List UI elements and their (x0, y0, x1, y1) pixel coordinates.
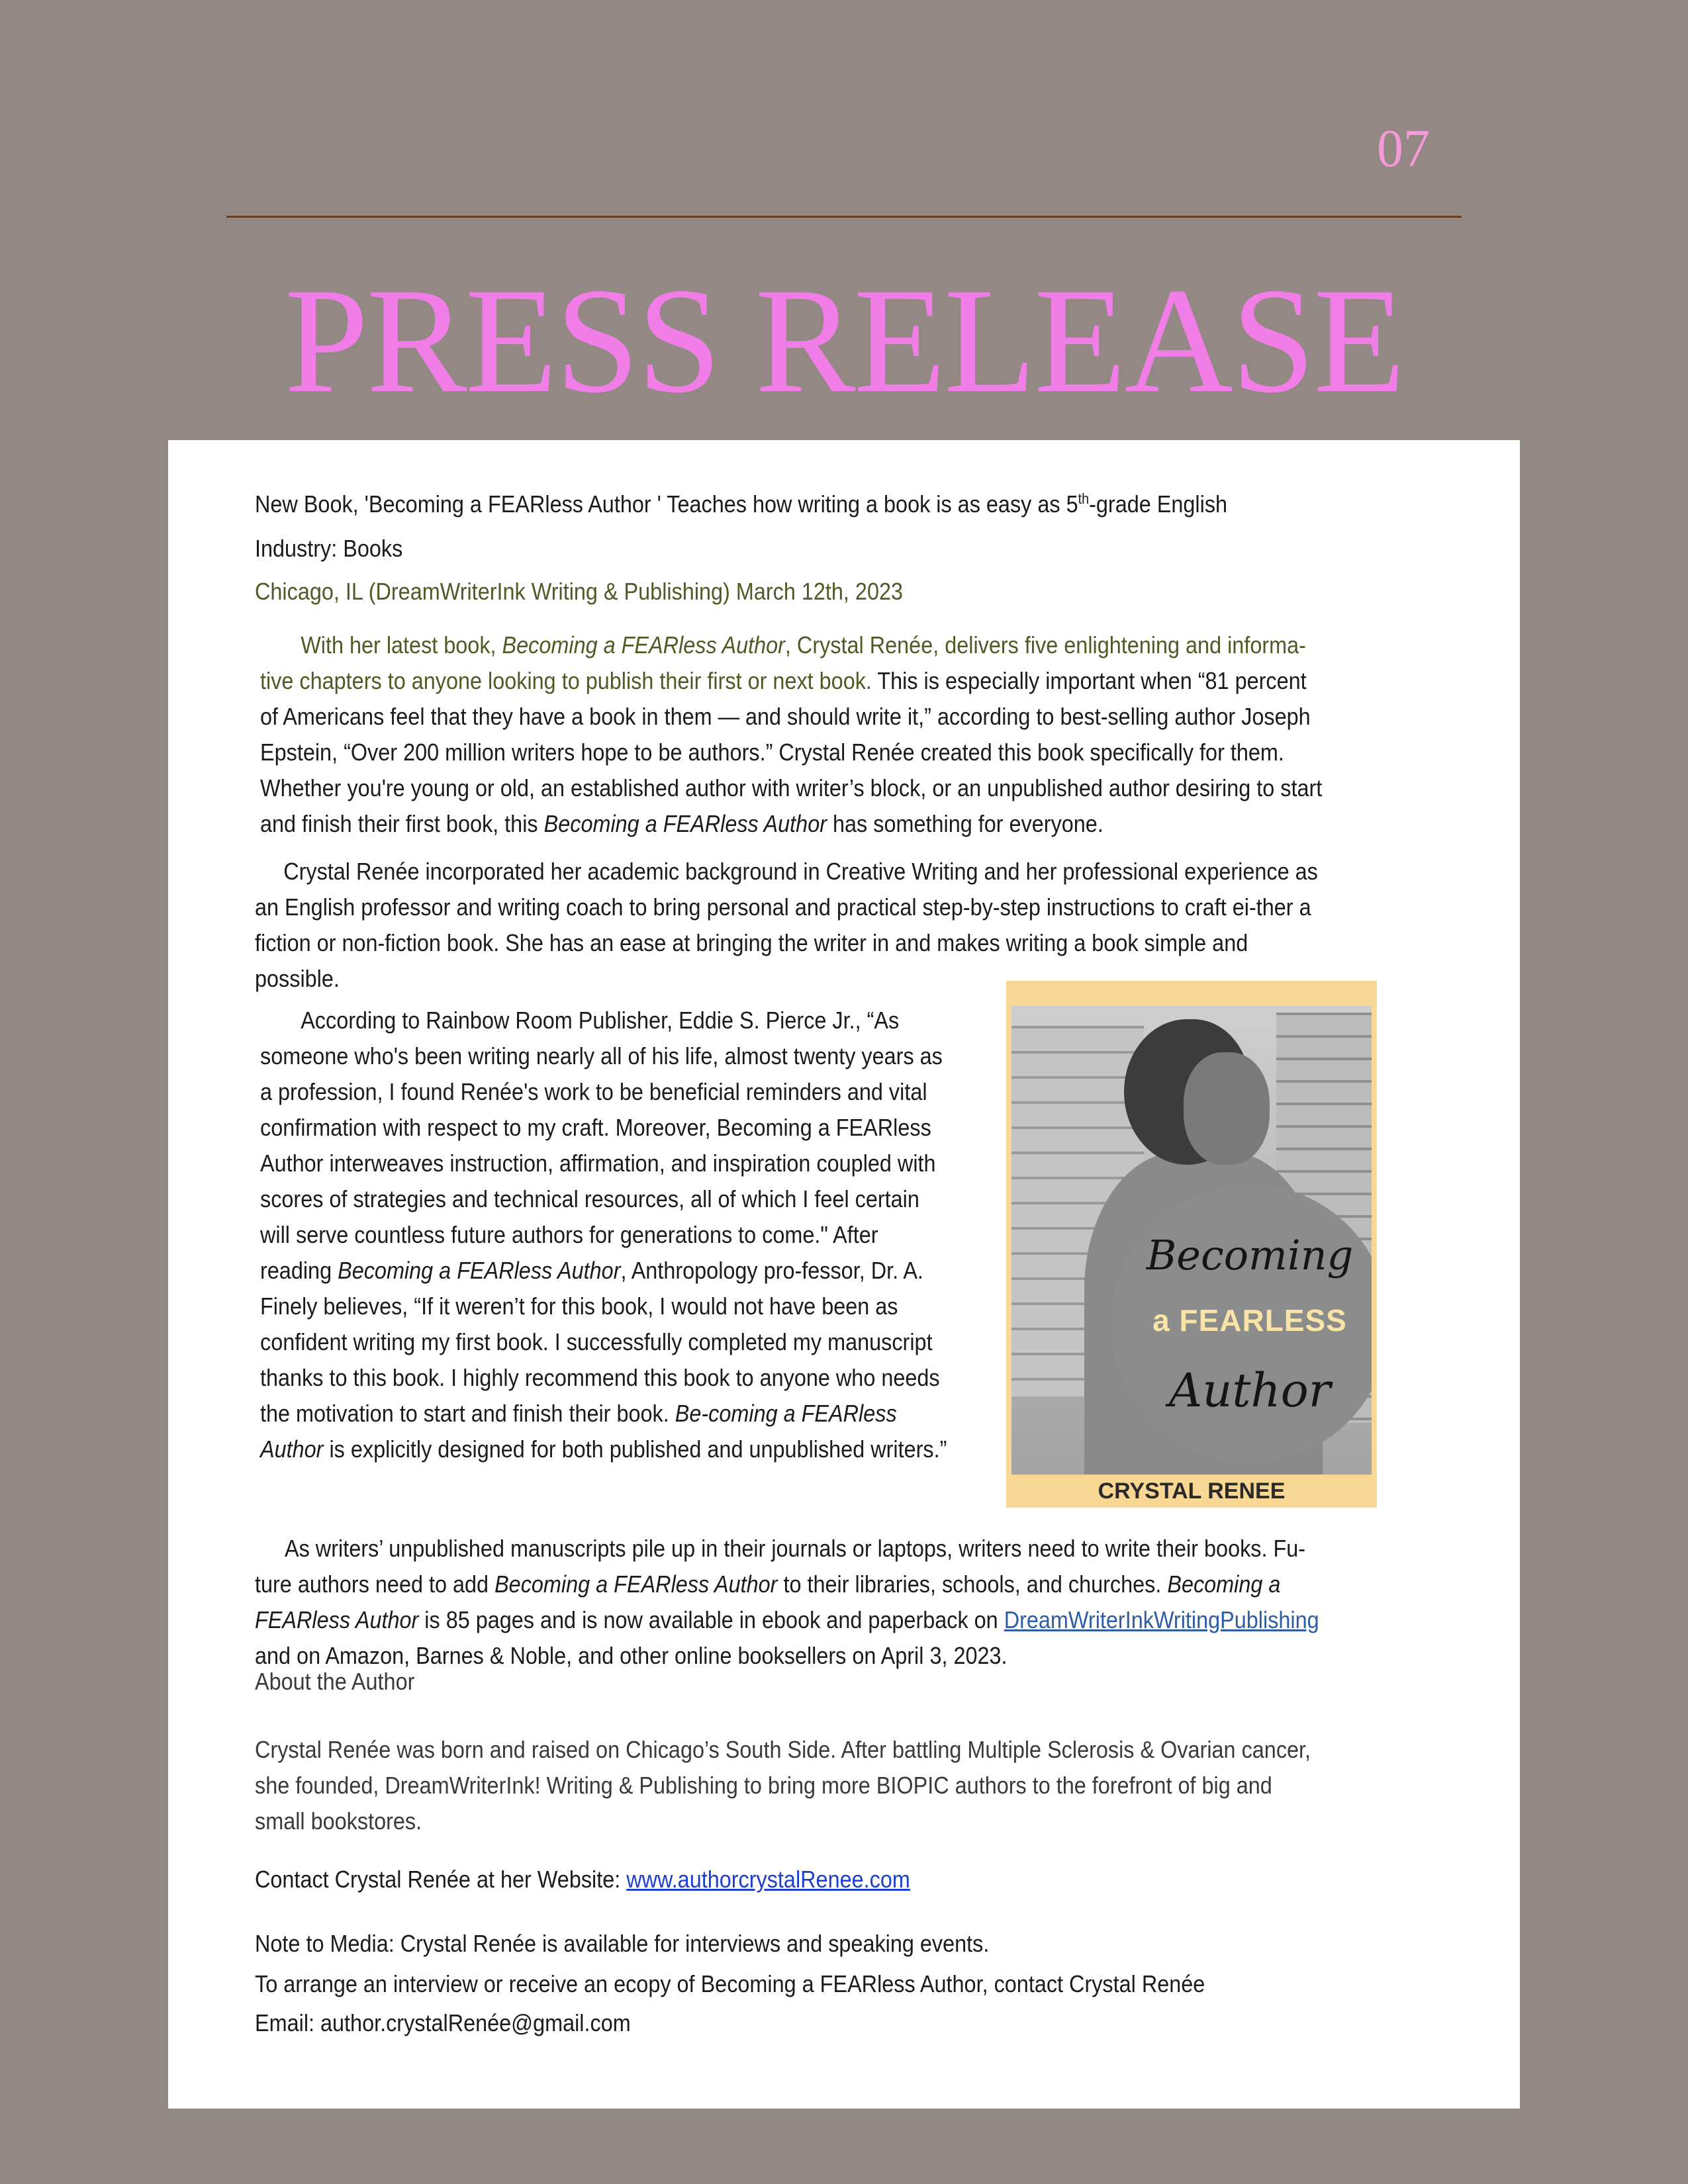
cover-photo (1011, 1006, 1372, 1475)
page-number: 07 (1377, 120, 1430, 178)
paragraph-4 (255, 1531, 1321, 1674)
headline-text-end: -grade English (1089, 490, 1228, 518)
paragraph-3 (260, 1003, 949, 1467)
about-text: Crystal Renée was born and raised on Chicago’s South Side. After battling Multiple Sclerosis & Ovarian cancer, she founded, DreamWriterInk! Writing & Publishing to bring more BIOPIC authors to the forefront of big and small bookstores. (255, 1736, 1311, 1835)
p1-book-title: Becoming a FEARless Author (502, 631, 785, 659)
cover-title-circle (1111, 1185, 1372, 1463)
p3-book-title-2: Be-coming a FEARless Author (260, 1400, 897, 1463)
dateline: Chicago, IL (DreamWriterInk Writing & Publishing) March 12th, 2023 (255, 578, 904, 605)
headline-text: New Book, 'Becoming a FEARless Author ' Teaches how writing a book is as easy as 5 (255, 490, 1078, 518)
p4-text-c: to their libraries, schools, and churches. (777, 1570, 1168, 1598)
contact-line (255, 1862, 1321, 1897)
contact-label: Contact Crystal Renée at her Website: (255, 1866, 627, 1893)
p2-text: Crystal Renée incorporated her academic background in Creative Writing and her professional experience as an English professor and writing coach to bring personal and practical step-by-step instructions to craft ei-ther a fiction or non-fiction book. She has an ease at bringing the writer in and makes writing a book simple and possible. (255, 858, 1318, 992)
header-divider (226, 216, 1462, 218)
arrange-interview-line: To arrange an interview or receive an ecopy of Becoming a FEARless Author, contact Crystal Renée (255, 1970, 1205, 1997)
cover-author-name: CRYSTAL RENEE (1098, 1479, 1286, 1504)
industry-line: Industry: Books (255, 535, 403, 562)
p1-text-a: With her latest book, (301, 631, 502, 659)
website-link[interactable]: www.authorcrystalRenee.com (626, 1866, 910, 1893)
note-to-media: Note to Media: Crystal Renée is available for interviews and speaking events. (255, 1930, 990, 1957)
cover-script-title-top: Becoming (1146, 1231, 1354, 1279)
cover-person-face (1184, 1052, 1270, 1165)
p4-text-a: As writers’ unpublished manuscripts pile up in their journals or laptops, writers need to write their books. Fu-ture authors need to add (255, 1535, 1306, 1598)
p1-text-d: This is especially important when “81 percent of Americans feel that they have a book in them — and should write it,” according to best-selling author Joseph Epstein, “Over 200 million writers hope to be authors.” Crystal Renée created this book specifically for them. Whether you're young or old, an established author with writer’s block, or an unpublished author desiring to start and finish their first book, this (260, 667, 1323, 837)
publisher-link[interactable]: DreamWriterInkWritingPublishing (1004, 1606, 1319, 1633)
paragraph-2 (255, 854, 1321, 997)
cover-title-middle: a FEARLESS (1152, 1303, 1347, 1338)
p3-text-a: According to Rainbow Room Publisher, Eddie S. Pierce Jr., “As someone who's been writing nearly all of his life, almost twenty years as a profession, I found Renée's work to be beneficial reminders and vital confirmation with respect to my craft. Moreover, Becoming a FEARless Author interweaves instruction, affirmation, and inspiration coupled with scores of strategies and technical resources, all of which I feel certain will serve countless future authors for generations to come." After reading (260, 1007, 943, 1284)
p1-text-c: , Crystal Renée, delivers five enlightening and informa-tive chapters to anyone looking to publish their first or next book. (260, 631, 1306, 694)
headline-superscript: th (1078, 490, 1090, 507)
headline (255, 486, 1321, 522)
contact-email: Email: author.crystalRenée@gmail.com (255, 2009, 631, 2036)
about-heading: About the Author (255, 1668, 415, 1695)
page-title: PRESS RELEASE (284, 257, 1404, 424)
p1-text-f: has something for everyone. (826, 810, 1103, 837)
book-cover-image (1006, 981, 1377, 1508)
p3-text-c: , Anthropology pro-fessor, Dr. A. Finely believes, “If it weren’t for this book, I would not have been as confident writing my first book. I successfully completed my manuscript thanks to this book. I highly recommend this book to anyone who needs the motivation to start and finish their book. (260, 1257, 940, 1427)
cover-script-title-bottom: Author (1168, 1363, 1331, 1418)
p1-book-title-2: Becoming a FEARless Author (543, 810, 827, 837)
p4-book-title: Becoming a FEARless Author (494, 1570, 778, 1598)
p3-text-e: is explicitly designed for both published and unpublished writers.” (323, 1435, 947, 1463)
p3-book-title: Becoming a FEARless Author (338, 1257, 621, 1284)
p4-text-e: is 85 pages and is now available in ebook and paperback on (418, 1606, 1004, 1633)
paragraph-1 (260, 627, 1324, 842)
p4-book-title-2: Becoming a FEARless Author (255, 1570, 1281, 1633)
p4-text-f: and on Amazon, Barnes & Noble, and other online booksellers on April 3, 2023. (255, 1642, 1008, 1669)
